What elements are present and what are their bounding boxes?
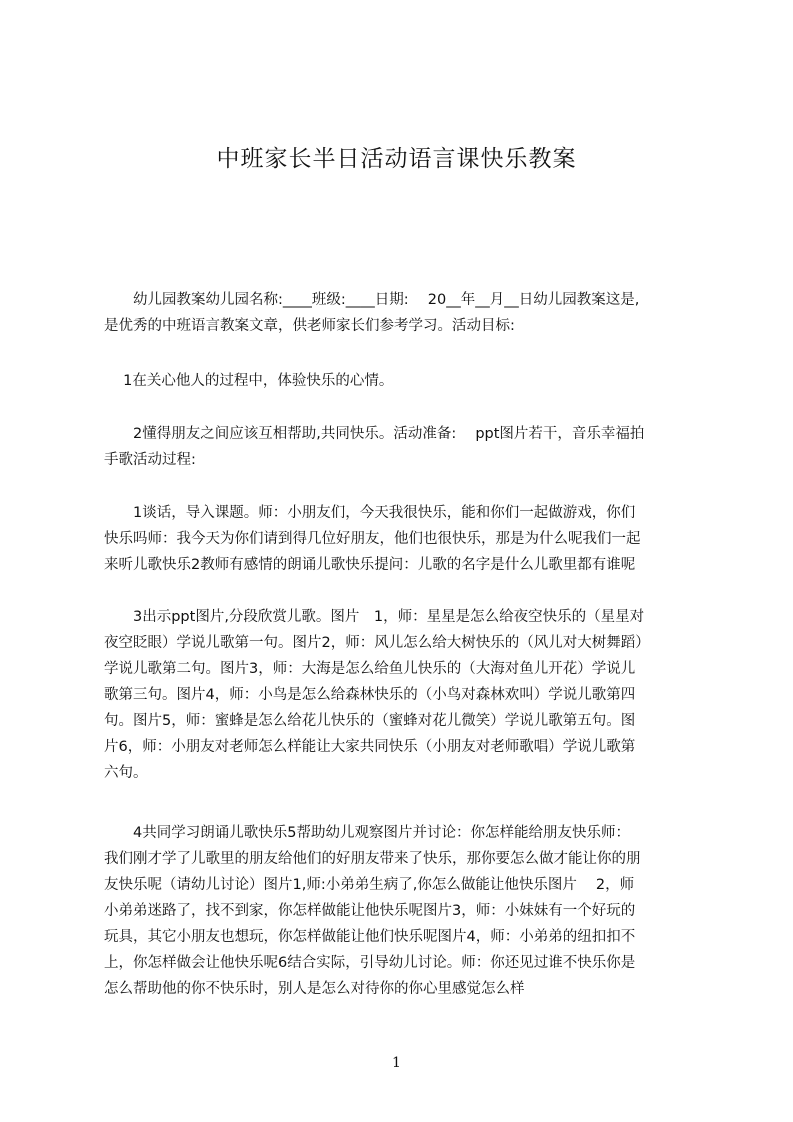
page-title: 中班家长半日活动语言课快乐教案: [216, 146, 577, 172]
text-line: 玩具，其它小朋友也想玩，你怎样做能让他们快乐呢图片4，师：小弟弟的纽扣扣不: [104, 929, 636, 945]
text-line: 怎么帮助他的你不快乐时，别人是怎么对待你的你心里感觉怎么样: [104, 981, 525, 997]
text-line: 六句。: [104, 765, 148, 781]
text-line: 句。图片5，师：蜜蜂是怎么给花儿快乐的（蜜蜂对花儿微笑）学说儿歌第五句。图: [104, 713, 636, 729]
text-line: 幼儿园教案幼儿园名称:____班级:____日期: 20__年__月__日幼儿园教案这是,: [104, 292, 640, 308]
text-line: 我们刚才学了儿歌里的朋友给他们的好朋友带来了快乐，那你要怎么做才能让你的朋: [104, 851, 641, 867]
paragraph-step-4: [104, 820, 700, 1002]
paragraph-intro: [104, 287, 700, 339]
text-line: 歌第三句。图片4，师：小鸟是怎么给森林快乐的（小鸟对森林欢叫）学说儿歌第四: [104, 687, 636, 703]
text-line: 1谈话，导入课题。师：小朋友们，今天我很快乐，能和你们一起做游戏，你们: [104, 505, 636, 521]
text-line: 上，你怎样做会让他快乐呢6结合实际，引导幼儿讨论。师：你还见过谁不快乐你是: [104, 955, 636, 971]
paragraph-goal-2: [104, 421, 700, 473]
paragraph-step-1: [104, 500, 700, 578]
text-line: 学说儿歌第二句。图片3，师：大海是怎么给鱼儿快乐的（大海对鱼儿开花）学说儿: [104, 661, 636, 677]
paragraph-goal-1: [104, 368, 700, 394]
text-line: 快乐吗师：我今天为你们请到得几位好朋友，他们也很快乐，那是为什么呢我们一起: [104, 531, 641, 547]
text-line: 1在关心他人的过程中，体验快乐的心情。: [104, 373, 394, 389]
page-number: 1: [392, 1055, 401, 1071]
text-line: 3出示ppt图片,分段欣赏儿歌。图片 1，师：星星是怎么给夜空快乐的（星星对: [104, 609, 645, 625]
text-line: 友快乐呢（请幼儿讨论）图片1,师:小弟弟生病了,你怎么做能让他快乐图片 2，师: [104, 877, 635, 893]
paragraph-step-3: [104, 604, 700, 786]
text-line: 是优秀的中班语言教案文章，供老师家长们参考学习。活动目标:: [104, 318, 515, 334]
text-line: 4共同学习朗诵儿歌快乐5帮助幼儿观察图片并讨论：你怎样能给朋友快乐师：: [104, 825, 630, 841]
text-line: 手歌活动过程:: [104, 452, 196, 468]
text-line: 夜空眨眼）学说儿歌第一句。图片2，师：风儿怎么给大树快乐的（风儿对大树舞蹈）: [104, 635, 650, 651]
text-line: 来听儿歌快乐2教师有感情的朗诵儿歌快乐提问：儿歌的名字是什么儿歌里都有谁呢: [104, 557, 636, 573]
text-line: 2懂得朋友之间应该互相帮助,共同快乐。活动准备: ppt图片若干，音乐幸福拍: [104, 426, 645, 442]
text-line: 小弟弟迷路了，找不到家，你怎样做能让他快乐呢图片3，师：小妹妹有一个好玩的: [104, 903, 636, 919]
text-line: 片6，师：小朋友对老师怎么样能让大家共同快乐（小朋友对老师歌唱）学说儿歌第: [104, 739, 636, 755]
